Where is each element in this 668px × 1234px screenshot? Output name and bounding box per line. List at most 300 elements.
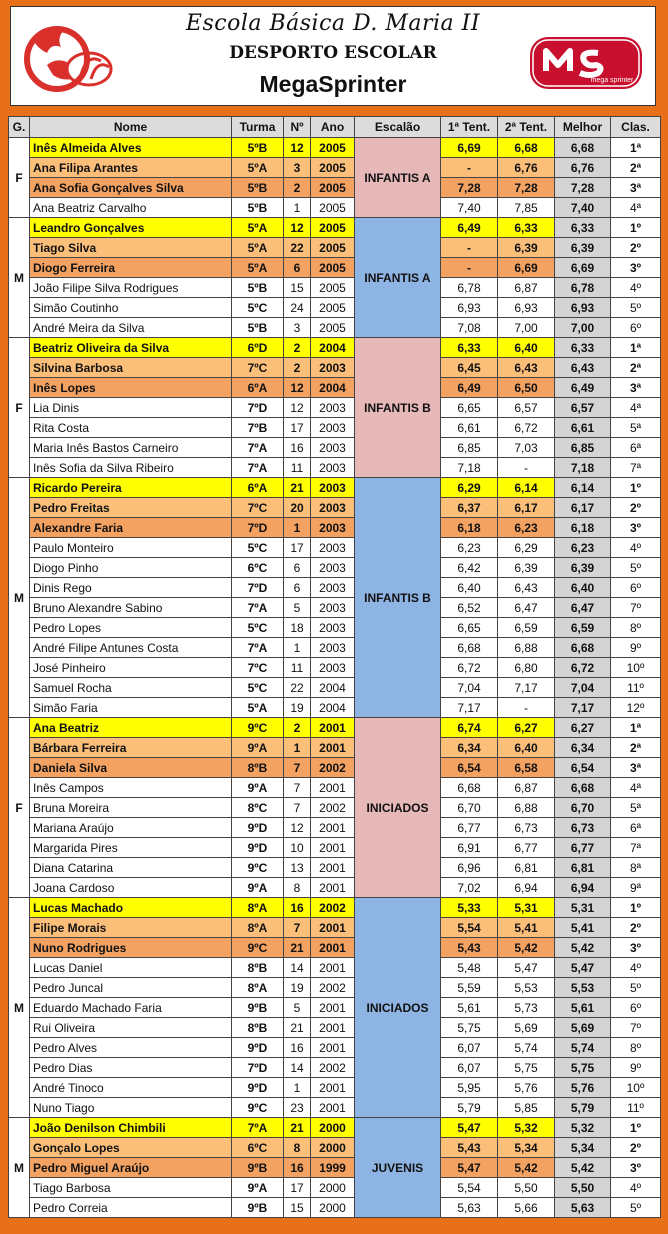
year-cell: 2005 [311,178,355,198]
table-row [9,978,661,998]
first-attempt-cell: 6,68 [441,638,498,658]
table-row [9,818,661,838]
number-cell: 6 [284,258,311,278]
number-cell: 24 [284,298,311,318]
year-cell: 2003 [311,458,355,478]
number-cell: 14 [284,958,311,978]
class-cell: 9ºA [232,878,284,898]
number-cell: 12 [284,218,311,238]
best-time-cell: 5,31 [555,898,611,918]
student-name: João Filipe Silva Rodrigues [30,278,232,298]
escalao-cell: JUVENIS [355,1118,441,1218]
rank-cell: 6º [611,998,661,1018]
student-name: Gonçalo Lopes [30,1138,232,1158]
table-row [9,618,661,638]
rank-cell: 4º [611,958,661,978]
class-cell: 7ºC [232,498,284,518]
year-cell: 2001 [311,958,355,978]
rank-cell: 5ª [611,798,661,818]
second-attempt-cell: 7,85 [498,198,555,218]
second-attempt-cell: 5,41 [498,918,555,938]
class-cell: 9ºD [232,838,284,858]
second-attempt-cell: 5,42 [498,1158,555,1178]
year-cell: 2000 [311,1118,355,1138]
year-cell: 2001 [311,838,355,858]
best-time-cell: 6,69 [555,258,611,278]
class-cell: 5ºA [232,258,284,278]
rank-cell: 1º [611,898,661,918]
class-cell: 5ºB [232,278,284,298]
class-cell: 6ºA [232,378,284,398]
best-time-cell: 6,27 [555,718,611,738]
first-attempt-cell: 6,18 [441,518,498,538]
first-attempt-cell: 7,28 [441,178,498,198]
number-cell: 2 [284,338,311,358]
second-attempt-cell: 6,27 [498,718,555,738]
rank-cell: 2ª [611,158,661,178]
best-time-cell: 6,39 [555,238,611,258]
table-row [9,858,661,878]
student-name: Lucas Daniel [30,958,232,978]
best-time-cell: 6,17 [555,498,611,518]
student-name: Tiago Barbosa [30,1178,232,1198]
class-cell: 5ºB [232,198,284,218]
number-cell: 21 [284,478,311,498]
first-attempt-cell: 7,08 [441,318,498,338]
year-cell: 2005 [311,158,355,178]
student-name: Rita Costa [30,418,232,438]
column-header: Escalão [355,117,441,138]
number-cell: 5 [284,998,311,1018]
first-attempt-cell: 5,43 [441,1138,498,1158]
table-row [9,438,661,458]
rank-cell: 6º [611,578,661,598]
number-cell: 12 [284,818,311,838]
best-time-cell: 6,33 [555,338,611,358]
second-attempt-cell: 7,28 [498,178,555,198]
second-attempt-cell: 6,29 [498,538,555,558]
student-name: Ricardo Pereira [30,478,232,498]
student-name: Diogo Ferreira [30,258,232,278]
table-row [9,758,661,778]
second-attempt-cell: 6,33 [498,218,555,238]
event-title: MegaSprinter [259,71,407,97]
class-cell: 9ºA [232,1178,284,1198]
number-cell: 22 [284,678,311,698]
best-time-cell: 6,57 [555,398,611,418]
second-attempt-cell: 6,39 [498,558,555,578]
first-attempt-cell: 6,40 [441,578,498,598]
number-cell: 7 [284,758,311,778]
rank-cell: 7ª [611,838,661,858]
class-cell: 7ºA [232,598,284,618]
year-cell: 2003 [311,598,355,618]
table-row [9,1038,661,1058]
student-name: Pedro Alves [30,1038,232,1058]
number-cell: 19 [284,698,311,718]
first-attempt-cell: 7,04 [441,678,498,698]
number-cell: 14 [284,1058,311,1078]
first-attempt-cell: - [441,238,498,258]
table-row [9,918,661,938]
best-time-cell: 5,41 [555,918,611,938]
rank-cell: 4ª [611,198,661,218]
first-attempt-cell: 7,40 [441,198,498,218]
second-attempt-cell: 5,73 [498,998,555,1018]
class-cell: 8ºB [232,758,284,778]
rank-cell: 4ª [611,398,661,418]
first-attempt-cell: 6,37 [441,498,498,518]
number-cell: 7 [284,778,311,798]
table-row [9,1078,661,1098]
table-row [9,1178,661,1198]
best-time-cell: 7,18 [555,458,611,478]
year-cell: 2005 [311,218,355,238]
best-time-cell: 6,85 [555,438,611,458]
student-name: Lia Dinis [30,398,232,418]
number-cell: 16 [284,1038,311,1058]
first-attempt-cell: 6,07 [441,1038,498,1058]
class-cell: 7ºA [232,1118,284,1138]
best-time-cell: 6,68 [555,138,611,158]
number-cell: 2 [284,718,311,738]
column-header: Turma [232,117,284,138]
student-name: Simão Coutinho [30,298,232,318]
rank-cell: 4º [611,538,661,558]
rank-cell: 3º [611,1158,661,1178]
first-attempt-cell: 6,23 [441,538,498,558]
best-time-cell: 6,72 [555,658,611,678]
second-attempt-cell: 7,00 [498,318,555,338]
best-time-cell: 6,43 [555,358,611,378]
best-time-cell: 6,78 [555,278,611,298]
year-cell: 2003 [311,638,355,658]
first-attempt-cell: 6,77 [441,818,498,838]
first-attempt-cell: - [441,258,498,278]
second-attempt-cell: 6,43 [498,578,555,598]
first-attempt-cell: 7,17 [441,698,498,718]
second-attempt-cell: 6,43 [498,358,555,378]
table-row [9,878,661,898]
number-cell: 12 [284,138,311,158]
best-time-cell: 6,68 [555,638,611,658]
second-attempt-cell: 7,17 [498,678,555,698]
table-row [9,198,661,218]
best-time-cell: 6,40 [555,578,611,598]
student-name: Ana Beatriz Carvalho [30,198,232,218]
table-row [9,138,661,158]
best-time-cell: 6,61 [555,418,611,438]
number-cell: 16 [284,898,311,918]
second-attempt-cell: 6,58 [498,758,555,778]
rank-cell: 2º [611,918,661,938]
year-cell: 2003 [311,558,355,578]
number-cell: 16 [284,438,311,458]
year-cell: 2005 [311,138,355,158]
rank-cell: 2º [611,238,661,258]
second-attempt-cell: 6,23 [498,518,555,538]
number-cell: 20 [284,498,311,518]
first-attempt-cell: 6,65 [441,618,498,638]
second-attempt-cell: 6,57 [498,398,555,418]
rank-cell: 1º [611,218,661,238]
student-name: Bárbara Ferreira [30,738,232,758]
class-cell: 5ºA [232,218,284,238]
number-cell: 17 [284,538,311,558]
student-name: Inês Almeida Alves [30,138,232,158]
second-attempt-cell: - [498,698,555,718]
first-attempt-cell: 5,47 [441,1118,498,1138]
table-row [9,278,661,298]
second-attempt-cell: 5,47 [498,958,555,978]
rank-cell: 1ª [611,338,661,358]
table-row [9,1018,661,1038]
class-cell: 5ºC [232,538,284,558]
rank-cell: 3ª [611,178,661,198]
table-row [9,318,661,338]
number-cell: 12 [284,378,311,398]
student-name: Inês Campos [30,778,232,798]
second-attempt-cell: 6,68 [498,138,555,158]
student-name: Alexandre Faria [30,518,232,538]
table-row [9,298,661,318]
column-header: 1ª Tent. [441,117,498,138]
class-cell: 8ºA [232,978,284,998]
student-name: José Pinheiro [30,658,232,678]
class-cell: 5ºA [232,158,284,178]
rank-cell: 5º [611,1198,661,1218]
class-cell: 9ºB [232,1158,284,1178]
student-name: André Meira da Silva [30,318,232,338]
second-attempt-cell: 5,66 [498,1198,555,1218]
first-attempt-cell: 5,59 [441,978,498,998]
rank-cell: 6ª [611,438,661,458]
number-cell: 1 [284,1078,311,1098]
year-cell: 2002 [311,758,355,778]
table-row [9,478,661,498]
best-time-cell: 7,28 [555,178,611,198]
year-cell: 2003 [311,398,355,418]
year-cell: 2000 [311,1138,355,1158]
table-row [9,698,661,718]
gender-cell: M [9,218,30,338]
table-row [9,898,661,918]
second-attempt-cell: 6,40 [498,738,555,758]
class-cell: 9ºD [232,1078,284,1098]
number-cell: 8 [284,878,311,898]
first-attempt-cell: - [441,158,498,178]
student-name: Pedro Juncal [30,978,232,998]
student-name: Paulo Monteiro [30,538,232,558]
second-attempt-cell: 5,69 [498,1018,555,1038]
year-cell: 2001 [311,1078,355,1098]
table-row [9,178,661,198]
best-time-cell: 5,47 [555,958,611,978]
number-cell: 13 [284,858,311,878]
class-cell: 7ºA [232,638,284,658]
second-attempt-cell: 6,14 [498,478,555,498]
class-cell: 9ºB [232,1198,284,1218]
best-time-cell: 6,59 [555,618,611,638]
best-time-cell: 6,23 [555,538,611,558]
student-name: Tiago Silva [30,238,232,258]
best-time-cell: 6,49 [555,378,611,398]
best-time-cell: 6,81 [555,858,611,878]
rank-cell: 3ª [611,378,661,398]
year-cell: 2001 [311,858,355,878]
year-cell: 2004 [311,378,355,398]
student-name: Nuno Tiago [30,1098,232,1118]
first-attempt-cell: 6,52 [441,598,498,618]
student-name: Rui Oliveira [30,1018,232,1038]
year-cell: 1999 [311,1158,355,1178]
student-name: Bruno Alexandre Sabino [30,598,232,618]
year-cell: 2002 [311,798,355,818]
class-cell: 9ºC [232,718,284,738]
class-cell: 5ºC [232,678,284,698]
student-name: Mariana Araújo [30,818,232,838]
rank-cell: 5º [611,558,661,578]
first-attempt-cell: 5,61 [441,998,498,1018]
first-attempt-cell: 5,95 [441,1078,498,1098]
first-attempt-cell: 6,45 [441,358,498,378]
second-attempt-cell: 6,59 [498,618,555,638]
best-time-cell: 6,39 [555,558,611,578]
column-header: Melhor [555,117,611,138]
student-name: Diogo Pinho [30,558,232,578]
student-name: Leandro Gonçalves [30,218,232,238]
year-cell: 2001 [311,1098,355,1118]
rank-cell: 8º [611,1038,661,1058]
class-cell: 9ºA [232,738,284,758]
class-cell: 6ºC [232,558,284,578]
table-row [9,838,661,858]
first-attempt-cell: 6,34 [441,738,498,758]
year-cell: 2003 [311,358,355,378]
rank-cell: 3º [611,938,661,958]
first-attempt-cell: 5,43 [441,938,498,958]
best-time-cell: 5,42 [555,938,611,958]
table-row [9,658,661,678]
year-cell: 2001 [311,878,355,898]
rank-cell: 10º [611,658,661,678]
megasprinter-logo-icon [528,35,644,91]
rank-cell: 5ª [611,418,661,438]
gender-cell: F [9,718,30,898]
first-attempt-cell: 5,33 [441,898,498,918]
year-cell: 2003 [311,418,355,438]
gender-cell: F [9,338,30,478]
second-attempt-cell: 6,93 [498,298,555,318]
first-attempt-cell: 6,61 [441,418,498,438]
number-cell: 17 [284,1178,311,1198]
rank-cell: 2ª [611,358,661,378]
table-row [9,258,661,278]
table-row [9,458,661,478]
table-row [9,718,661,738]
table-row [9,1138,661,1158]
best-time-cell: 5,79 [555,1098,611,1118]
escalao-cell: INICIADOS [355,718,441,898]
rank-cell: 10º [611,1078,661,1098]
table-row [9,1158,661,1178]
best-time-cell: 6,93 [555,298,611,318]
student-name: Pedro Correia [30,1198,232,1218]
year-cell: 2003 [311,518,355,538]
best-time-cell: 7,40 [555,198,611,218]
year-cell: 2001 [311,1018,355,1038]
table-row [9,1198,661,1218]
student-name: Pedro Lopes [30,618,232,638]
rank-cell: 3ª [611,758,661,778]
gender-cell: F [9,138,30,218]
second-attempt-cell: 5,75 [498,1058,555,1078]
student-name: Maria Inês Bastos Carneiro [30,438,232,458]
year-cell: 2005 [311,258,355,278]
number-cell: 23 [284,1098,311,1118]
rank-cell: 9º [611,638,661,658]
rank-cell: 1º [611,1118,661,1138]
second-attempt-cell: 6,76 [498,158,555,178]
first-attempt-cell: 5,54 [441,918,498,938]
year-cell: 2004 [311,698,355,718]
rank-cell: 7º [611,1018,661,1038]
class-cell: 8ºB [232,958,284,978]
best-time-cell: 6,70 [555,798,611,818]
table-row [9,938,661,958]
rank-cell: 2º [611,1138,661,1158]
class-cell: 8ºC [232,798,284,818]
year-cell: 2001 [311,1038,355,1058]
class-cell: 8ºA [232,918,284,938]
number-cell: 6 [284,578,311,598]
first-attempt-cell: 6,96 [441,858,498,878]
year-cell: 2005 [311,298,355,318]
best-time-cell: 7,17 [555,698,611,718]
best-time-cell: 7,00 [555,318,611,338]
first-attempt-cell: 6,93 [441,298,498,318]
best-time-cell: 6,68 [555,778,611,798]
class-cell: 6ºA [232,478,284,498]
rank-cell: 4ª [611,778,661,798]
column-header: Nº [284,117,311,138]
rank-cell: 6ª [611,818,661,838]
number-cell: 6 [284,558,311,578]
rank-cell: 8º [611,618,661,638]
year-cell: 2003 [311,618,355,638]
class-cell: 7ºD [232,518,284,538]
best-time-cell: 6,76 [555,158,611,178]
second-attempt-cell: 6,77 [498,838,555,858]
school-name: Escola Básica D. Maria II [185,11,481,36]
rank-cell: 6º [611,318,661,338]
table-row [9,218,661,238]
rank-cell: 11º [611,1098,661,1118]
rank-cell: 5º [611,978,661,998]
second-attempt-cell: 5,34 [498,1138,555,1158]
first-attempt-cell: 6,70 [441,798,498,818]
class-cell: 9ºB [232,998,284,1018]
class-cell: 7ºD [232,1058,284,1078]
rank-cell: 3º [611,518,661,538]
student-name: Ana Sofia Gonçalves Silva [30,178,232,198]
year-cell: 2001 [311,718,355,738]
table-row [9,598,661,618]
class-cell: 5ºC [232,618,284,638]
table-row [9,578,661,598]
student-name: Inês Sofia da Silva Ribeiro [30,458,232,478]
best-time-cell: 5,63 [555,1198,611,1218]
